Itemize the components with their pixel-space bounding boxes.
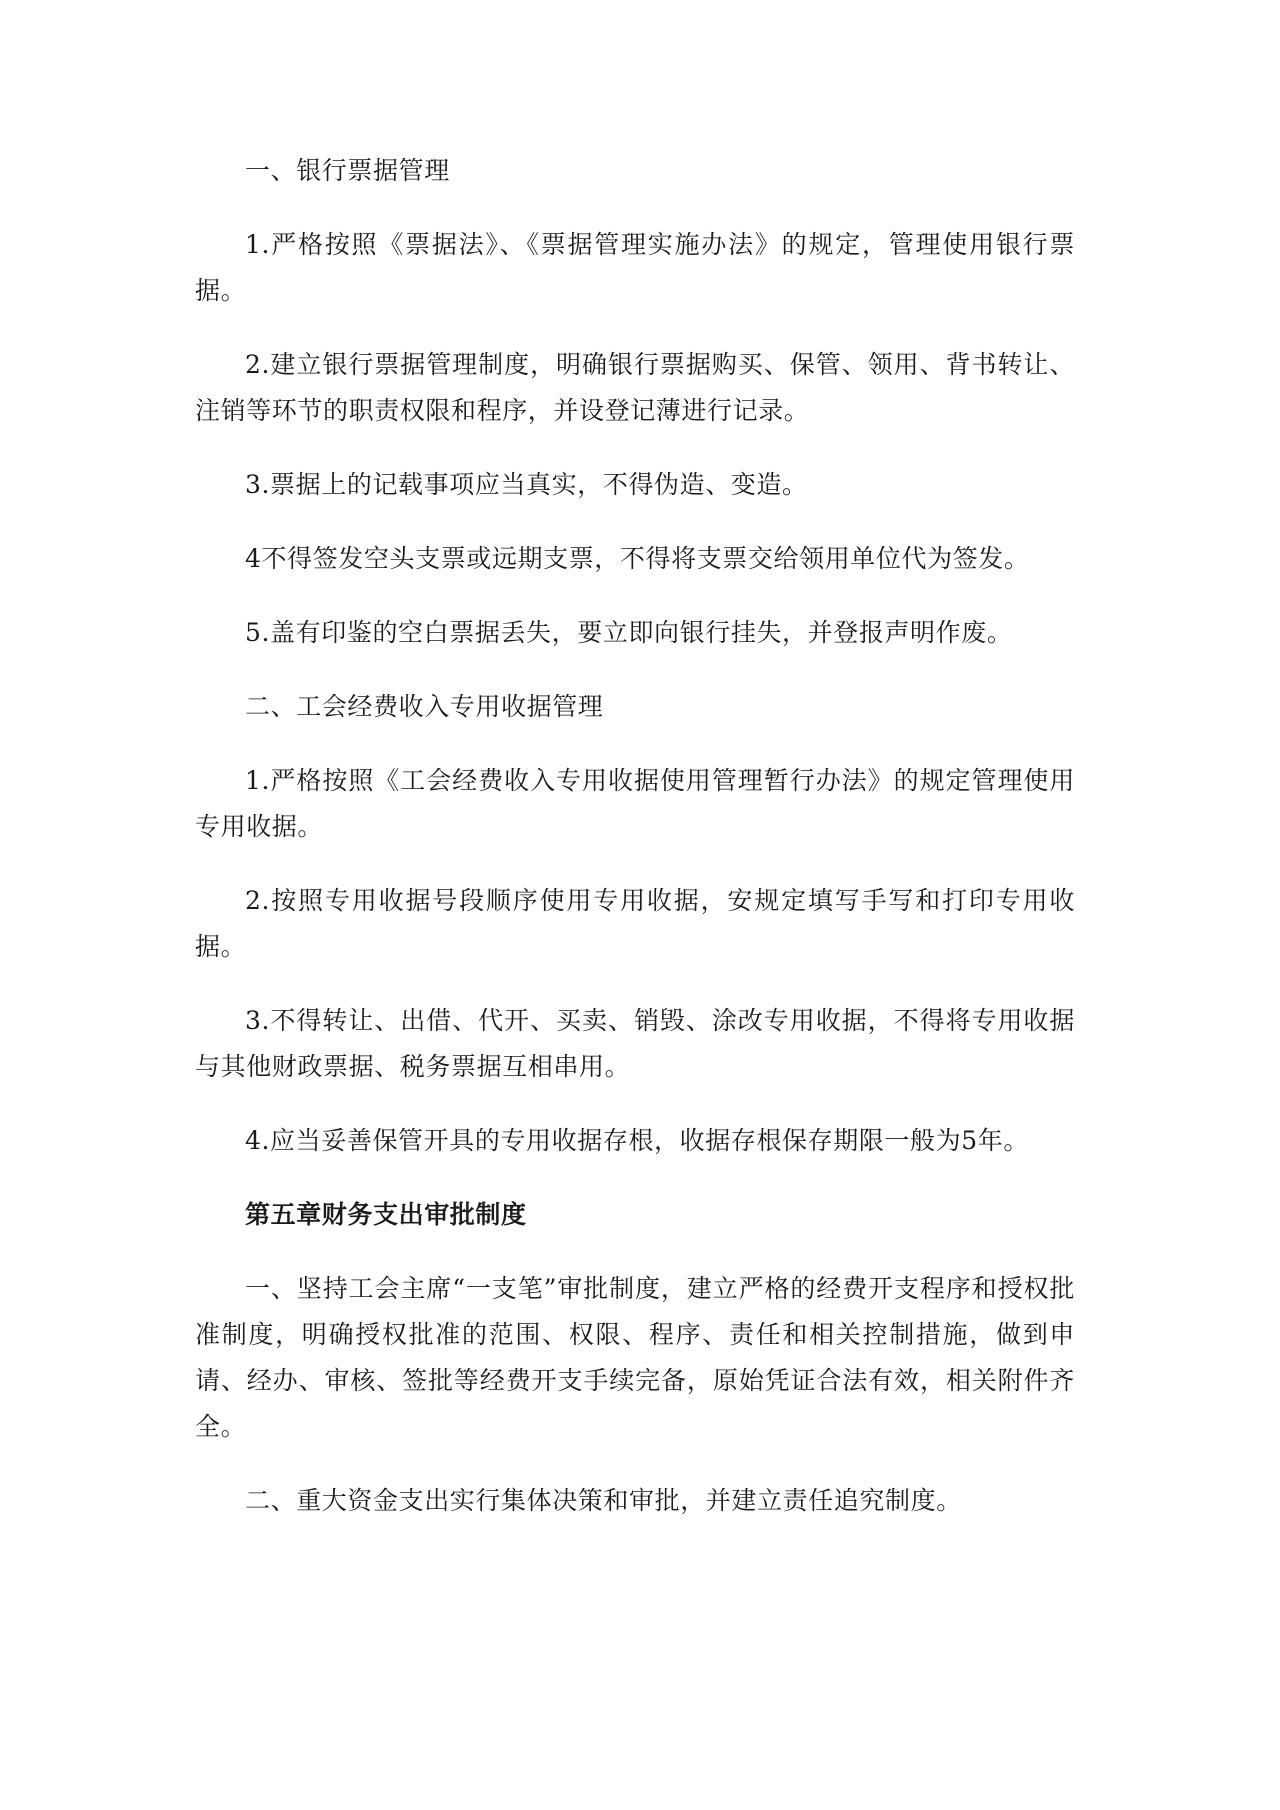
paragraph-bank-3: 3.票据上的记载事项应当真实，不得伪造、变造。 — [245, 470, 808, 499]
paragraph-receipts-2: 2.按照专用收据号段顺序使用专用收据，安规定填写手写和打印专用收据。 — [195, 886, 1075, 961]
section-heading-receipts: 二、工会经费收入专用收据管理 — [245, 692, 604, 721]
paragraph-receipts-3: 3.不得转让、出借、代开、买卖、销毁、涂改专用收据，不得将专用收据与其他财政票据、税务票据互相串用。 — [195, 1006, 1075, 1081]
section-heading-bank-notes: 一、银行票据管理 — [245, 156, 450, 185]
paragraph-receipts-1: 1.严格按照《工会经费收入专用收据使用管理暂行办法》的规定管理使用专用收据。 — [195, 766, 1075, 841]
chapter-title: 第五章财务支出审批制度 — [245, 1200, 527, 1229]
paragraph-approval-2: 二、重大资金支出实行集体决策和审批，并建立责任追究制度。 — [245, 1486, 962, 1515]
paragraph-bank-2: 2.建立银行票据管理制度，明确银行票据购买、保管、领用、背书转让、注销等环节的职责权限和程序，并设登记薄进行记录。 — [195, 350, 1075, 425]
paragraph-bank-4: 4不得签发空头支票或远期支票，不得将支票交给领用单位代为签发。 — [245, 544, 1030, 573]
document-body — [195, 148, 1075, 1524]
paragraph-approval-1: 一、坚持工会主席“一支笔”审批制度，建立严格的经费开支程序和授权批准制度，明确授权批准的范围、权限、程序、责任和相关控制措施，做到申请、经办、审核、签批等经费开支手续完备，原始凭证合法有效，相关附件齐全。 — [195, 1274, 1075, 1441]
paragraph-bank-1: 1.严格按照《票据法》、《票据管理实施办法》的规定，管理使用银行票据。 — [195, 230, 1075, 305]
paragraph-receipts-4: 4.应当妥善保管开具的专用收据存根，收据存根保存期限一般为5年。 — [245, 1126, 1029, 1155]
paragraph-bank-5: 5.盖有印鉴的空白票据丢失，要立即向银行挂失，并登报声明作废。 — [245, 618, 1013, 647]
